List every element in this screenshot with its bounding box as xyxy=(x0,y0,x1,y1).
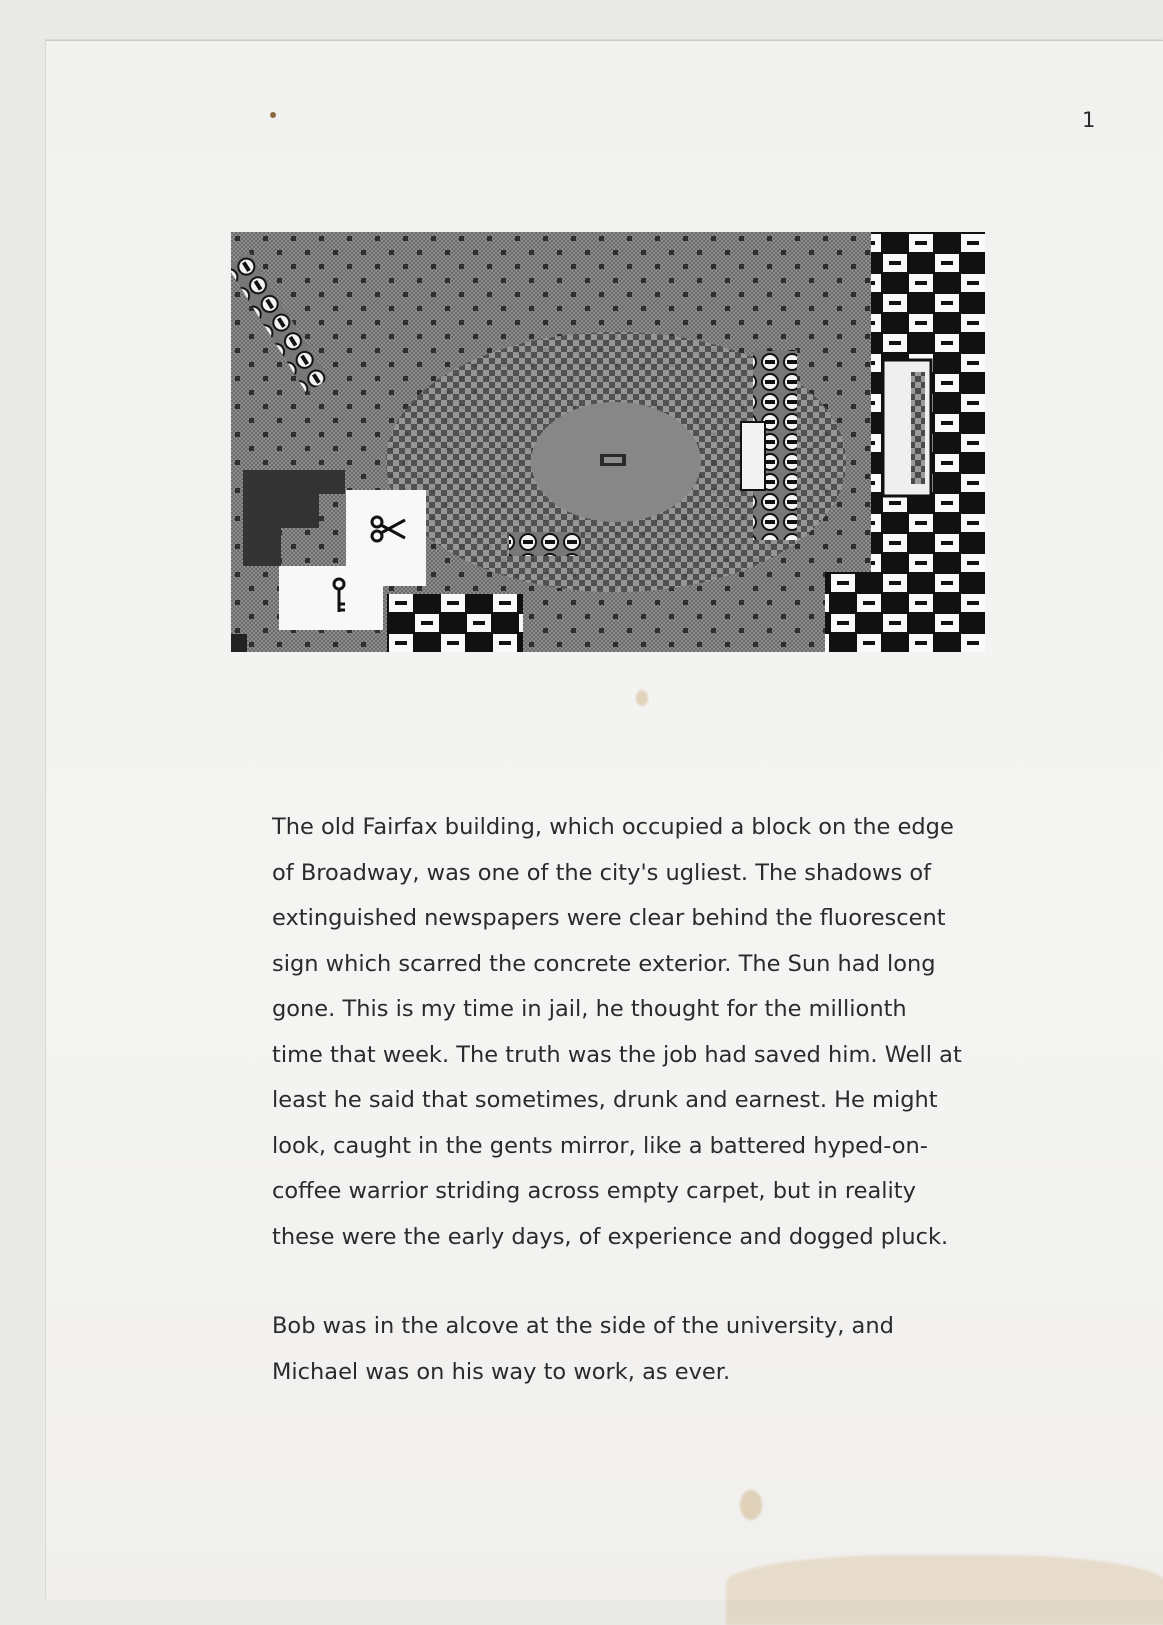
text-line: of Broadway, was one of the city's ugliest. The shadows of xyxy=(272,859,932,886)
paragraph-gap xyxy=(272,1260,1012,1304)
text-line: these were the early days, of experience and dogged pluck. xyxy=(272,1223,949,1250)
text-line: Bob was in the alcove at the side of the university, and xyxy=(272,1313,894,1339)
stain-mark xyxy=(740,1490,762,1520)
text-line: gone. This is my time in jail, he thought for the millionth xyxy=(272,996,907,1022)
dot-mark xyxy=(270,112,276,118)
paragraph-1 xyxy=(272,805,1012,1260)
text-line: The old Fairfax building, which occupied a block on the edge xyxy=(272,814,954,840)
text-line: extinguished newspapers were clear behind the fluorescent xyxy=(272,905,946,931)
text-line: time that week. The truth was the job had saved him. Well at xyxy=(272,1041,962,1068)
text-line: sign which scarred the concrete exterior. The Sun had long xyxy=(272,950,936,977)
story-text xyxy=(272,805,1012,1395)
text-line: least he said that sometimes, drunk and earnest. He might xyxy=(272,1087,938,1113)
text-line: look, caught in the gents mirror, like a battered hyped-on- xyxy=(272,1132,928,1159)
paragraph-2 xyxy=(272,1304,1012,1395)
stain-mark xyxy=(636,690,648,706)
text-line: Michael was on his way to work, as ever. xyxy=(272,1358,731,1385)
game-screenshot-figure xyxy=(231,232,985,652)
water-stain xyxy=(726,1555,1163,1625)
text-line: coffee warrior striding across empty carpet, but in reality xyxy=(272,1178,916,1204)
page-number: 1 xyxy=(1082,108,1096,132)
